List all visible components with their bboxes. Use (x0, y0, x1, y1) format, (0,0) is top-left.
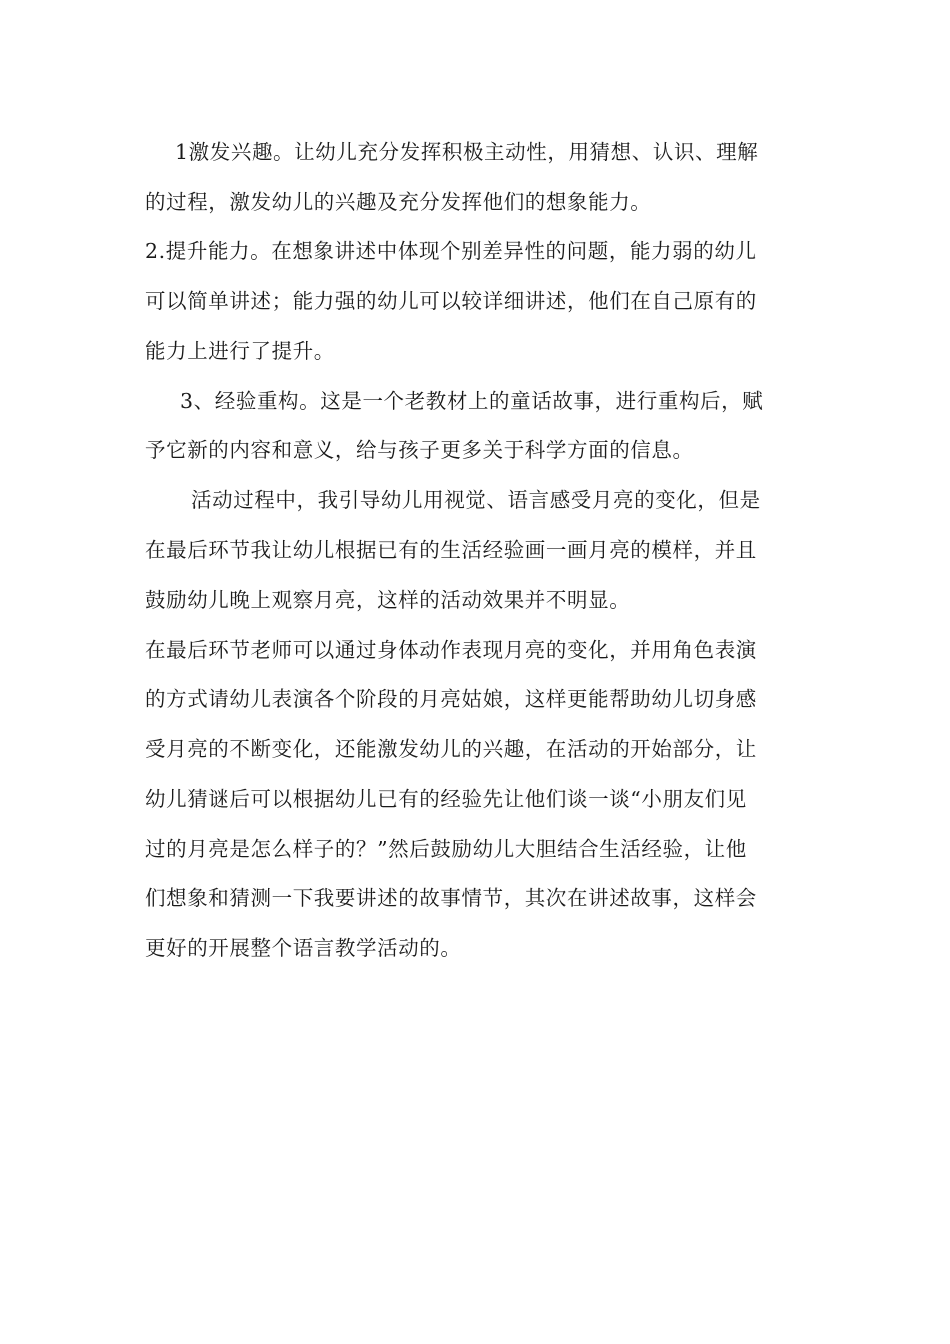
text-line-4: 可以简单讲述；能力强的幼儿可以较详细讲述，他们在自己原有的 (145, 289, 757, 313)
text-line-15: 过的月亮是怎么样子的？”然后鼓励幼儿大胆结合生活经验，让他 (145, 837, 747, 861)
text-line-12: 的方式请幼儿表演各个阶段的月亮姑娘，这样更能帮助幼儿切身感 (145, 687, 757, 711)
text-line-13: 受月亮的不断变化，还能激发幼儿的兴趣，在活动的开始部分，让 (145, 737, 757, 761)
text-line-2: 的过程，激发幼儿的兴趣及充分发挥他们的想象能力。 (145, 190, 652, 214)
text-line-6: 3、经验重构。这是一个老教材上的童话故事，进行重构后，赋 (180, 389, 764, 413)
text-line-14: 幼儿猜谜后可以根据幼儿已有的经验先让他们谈一谈“小朋友们见 (145, 787, 747, 811)
text-line-17: 更好的开展整个语言教学活动的。 (145, 936, 462, 960)
text-line-10: 鼓励幼儿晚上观察月亮，这样的活动效果并不明显。 (145, 588, 631, 612)
text-line-16: 们想象和猜测一下我要讲述的故事情节，其次在讲述故事，这样会 (145, 886, 757, 910)
text-line-5: 能力上进行了提升。 (145, 339, 335, 363)
text-line-1: 1激发兴趣。让幼儿充分发挥积极主动性，用猜想、认识、理解 (175, 140, 759, 164)
text-line-8: 活动过程中，我引导幼儿用视觉、语言感受月亮的变化，但是 (191, 488, 761, 512)
text-line-7: 予它新的内容和意义，给与孩子更多关于科学方面的信息。 (145, 438, 694, 462)
text-line-3: 2.提升能力。在想象讲述中体现个别差异性的问题，能力弱的幼儿 (145, 239, 757, 263)
text-line-9: 在最后环节我让幼儿根据已有的生活经验画一画月亮的模样，并且 (145, 538, 757, 562)
text-line-11: 在最后环节老师可以通过身体动作表现月亮的变化，并用角色表演 (145, 638, 757, 662)
